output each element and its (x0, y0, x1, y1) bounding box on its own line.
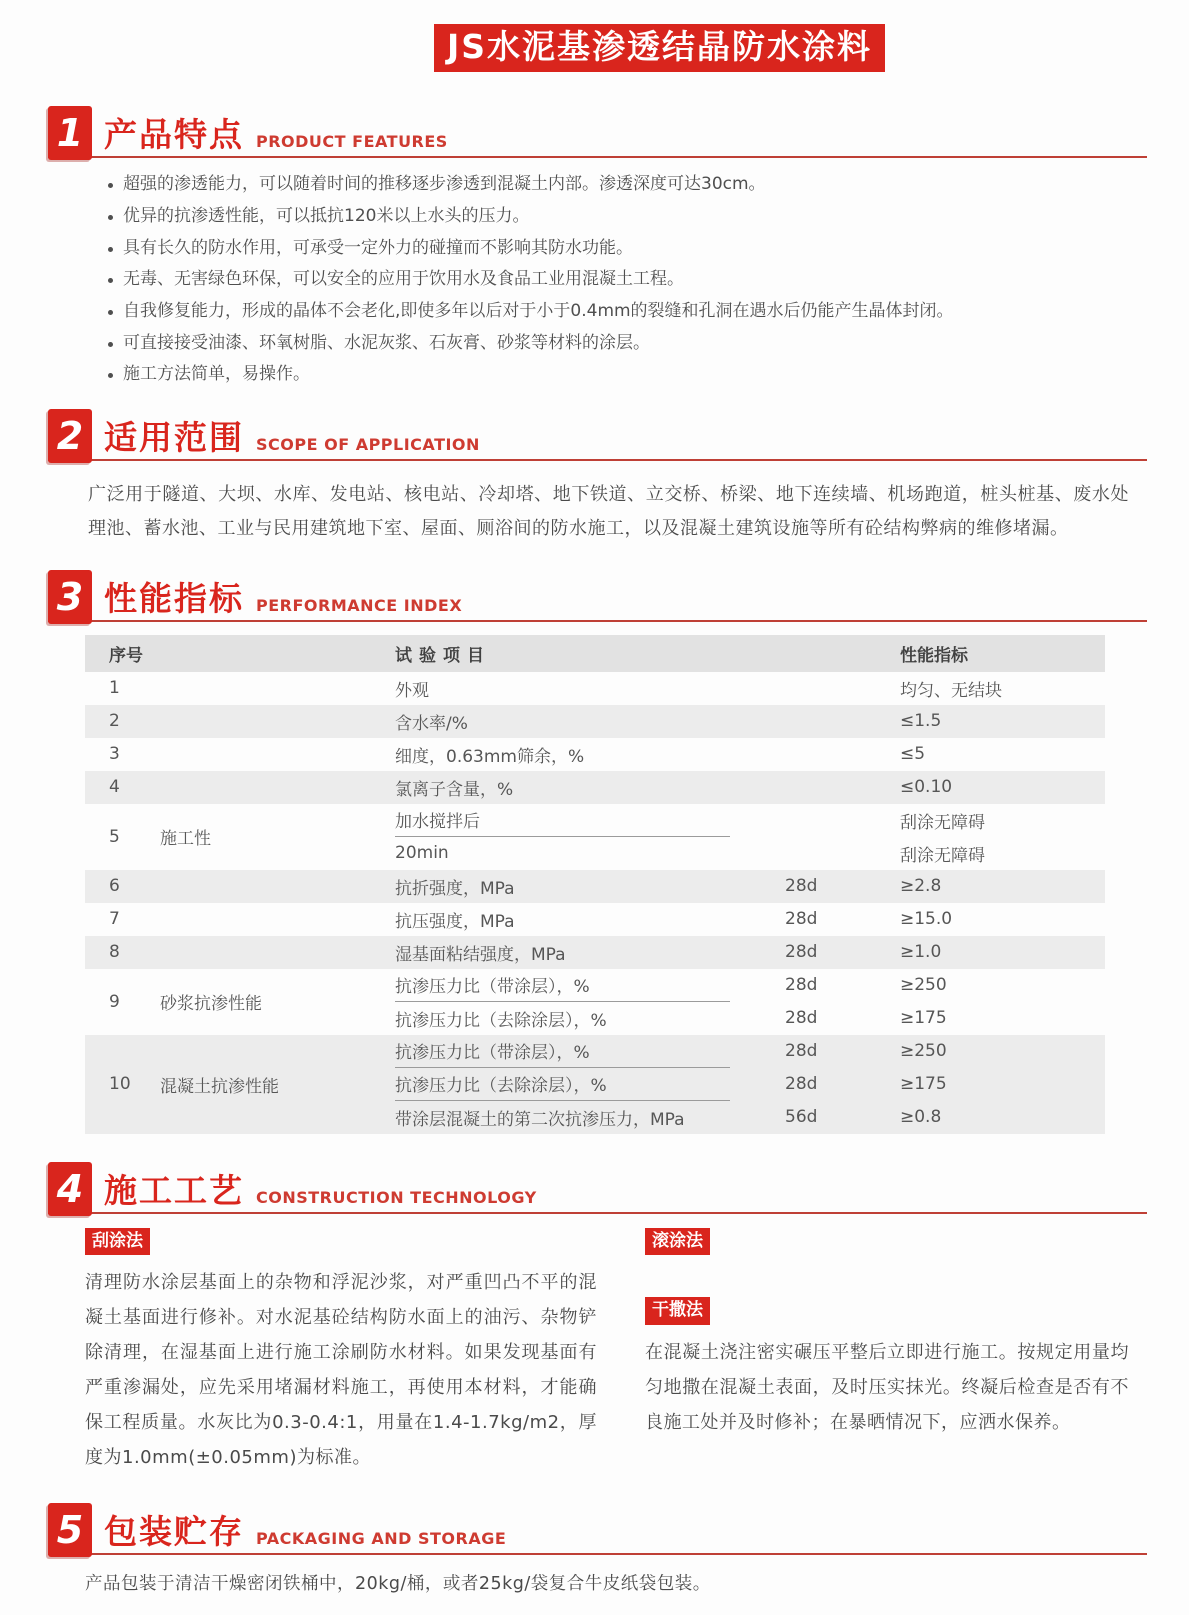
cell-index (900, 771, 1105, 804)
section-title: 包装贮存 (104, 1512, 244, 1552)
cell-category (160, 936, 395, 969)
page-title: JS水泥基渗透结晶防水涂料 (434, 24, 885, 72)
section-header-packaging (48, 1503, 1147, 1555)
cell-test-item (395, 771, 785, 804)
construction-methods (85, 1228, 1129, 1475)
title-bar (0, 0, 1189, 72)
age-value: 28d (785, 1041, 818, 1062)
cell-category (160, 705, 395, 738)
index-value: 均匀、无结块 (900, 680, 1002, 701)
test-item-name: 外观 (395, 680, 429, 701)
test-item-name: 带涂层混凝土的第二次抗渗压力，MPa (395, 1109, 685, 1130)
age-value: 28d (785, 975, 818, 996)
cell-index (900, 672, 1105, 705)
feature-item: 无毒、无害绿色环保，可以安全的应用于饮用水及食品工业用混凝土工程。 (106, 267, 1129, 292)
section-header-features (48, 106, 1147, 158)
cell-age (785, 903, 900, 936)
cell-index (900, 738, 1105, 771)
feature-list (0, 172, 1189, 386)
feature-item: 具有长久的防水作用，可承受一定外力的碰撞而不影响其防水功能。 (106, 236, 1129, 261)
method-label: 滚涂法 (645, 1228, 710, 1255)
index-value: ≥175 (900, 1008, 947, 1029)
cell-test-item (395, 870, 785, 903)
cell-age (785, 804, 900, 870)
method-label: 刮涂法 (85, 1228, 150, 1255)
age-value: 28d (785, 909, 818, 930)
feature-item: 自我修复能力，形成的晶体不会老化,即使多年以后对于小于0.4mm的裂缝和孔洞在遇水后仍能产生晶体封闭。 (106, 299, 1129, 324)
header-no: 序号 (109, 645, 143, 666)
cell-index (900, 1035, 1105, 1134)
age-value: 28d (785, 942, 818, 963)
age-value (785, 804, 900, 837)
cell-test-item (395, 1035, 785, 1134)
test-item-name: 抗渗压力比（带涂层），% (395, 1035, 730, 1068)
cell-test-item (395, 903, 785, 936)
cell-test-item (395, 969, 785, 1035)
section-header-construction (48, 1162, 1147, 1214)
method-label: 干撒法 (645, 1297, 710, 1324)
cell-no: 3 (109, 744, 120, 765)
test-item-name: 湿基面粘结强度，MPa (395, 944, 566, 965)
index-value: 刮涂无障碍 (900, 845, 985, 866)
table-row (85, 771, 1105, 804)
index-value: ≥0.8 (900, 1107, 942, 1128)
cell-age (785, 738, 900, 771)
performance-table-body (85, 672, 1105, 1134)
cell-age (785, 771, 900, 804)
cell-category: 施工性 (160, 829, 211, 850)
cell-index (900, 936, 1105, 969)
cell-age (785, 705, 900, 738)
test-item-name: 加水搅拌后 (395, 804, 730, 837)
section-header-performance (48, 570, 1147, 622)
index-value: ≥175 (900, 1074, 947, 1095)
index-value: ≤1.5 (900, 711, 942, 732)
test-item-name: 抗渗压力比（去除涂层），% (395, 1010, 607, 1031)
header-test-item: 试验项目 (395, 645, 491, 666)
cell-test-item (395, 705, 785, 738)
section-number-badge: 1 (48, 106, 92, 160)
cell-no: 9 (109, 991, 120, 1012)
test-item-name: 抗压强度，MPa (395, 911, 515, 932)
cell-no: 2 (109, 711, 120, 732)
cell-category (160, 672, 395, 705)
cell-no: 6 (109, 876, 120, 897)
feature-item: 超强的渗透能力，可以随着时间的推移逐步渗透到混凝土内部。渗透深度可达30cm。 (106, 172, 1129, 197)
section-subtitle: PERFORMANCE INDEX (256, 595, 463, 615)
cell-index (900, 870, 1105, 903)
performance-table-header (85, 635, 1105, 672)
cell-category (160, 903, 395, 936)
method-text: 清理防水涂层基面上的杂物和浮泥沙浆，对严重凹凸不平的混凝土基面进行修补。对水泥基砼结构防水面上的油污、杂物铲除清理，在湿基面上进行施工涂刷防水材料。如果发现基面有严重渗漏处，应先采用堵漏材料施工，再使用本材料，才能确保工程质量。水灰比为0.3-0.4:1，用量在1.4-1.7kg/m2，厚度为1.0mm(±0.05mm)为标准。 (85, 1272, 597, 1469)
cell-no: 7 (109, 909, 120, 930)
cell-age (785, 870, 900, 903)
test-item-name: 细度，0.63mm筛余，% (395, 746, 585, 767)
method-scrape-coating (85, 1228, 597, 1475)
cell-test-item (395, 738, 785, 771)
table-row (85, 870, 1105, 903)
cell-age (785, 969, 900, 1035)
section-number-badge: 4 (48, 1162, 92, 1216)
table-row (85, 936, 1105, 969)
table-row (85, 969, 1105, 1035)
section-subtitle: SCOPE OF APPLICATION (256, 434, 480, 454)
age-value: 28d (785, 1008, 818, 1029)
method-text: 在混凝土浇注密实碾压平整后立即进行施工。按规定用量均匀地撒在混凝土表面，及时压实抹光。终凝后检查是否有不良施工处并及时修补；在暴晒情况下，应洒水保养。 (645, 1341, 1129, 1433)
feature-item: 施工方法简单，易操作。 (106, 362, 1129, 387)
age-value (785, 837, 900, 870)
index-value: 刮涂无障碍 (900, 812, 985, 833)
section-subtitle: CONSTRUCTION TECHNOLOGY (256, 1187, 537, 1207)
test-item-name: 抗渗压力比（带涂层），% (395, 969, 730, 1002)
index-value: ≥250 (900, 1041, 947, 1062)
index-value: ≤5 (900, 744, 926, 765)
test-item-name: 20min (395, 843, 449, 864)
table-row (85, 738, 1105, 771)
feature-item: 优异的抗渗透性能，可以抵抗120米以上水头的压力。 (106, 204, 1129, 229)
cell-category (160, 738, 395, 771)
cell-index (900, 903, 1105, 936)
section-subtitle: PRODUCT FEATURES (256, 132, 448, 152)
cell-no: 4 (109, 777, 120, 798)
section-number-badge: 3 (48, 570, 92, 624)
age-value (785, 738, 900, 771)
cell-test-item (395, 804, 785, 870)
cell-category (160, 771, 395, 804)
cell-age (785, 936, 900, 969)
cell-index (900, 705, 1105, 738)
scope-paragraph: 广泛用于隧道、大坝、水库、发电站、核电站、冷却塔、地下铁道、立交桥、桥梁、地下连续墙、机场跑道，桩头桩基、废水处理池、蓄水池、工业与民用建筑地下室、屋面、厕浴间的防水施工，以及混凝土建筑设施等所有砼结构弊病的维修堵漏。 (88, 483, 1129, 539)
method-column-right (645, 1228, 1129, 1475)
age-value (785, 672, 900, 705)
cell-index (900, 804, 1105, 870)
cell-no: 8 (109, 942, 120, 963)
table-row (85, 804, 1105, 870)
index-value: ≥15.0 (900, 909, 953, 930)
feature-item: 可直接接受油漆、环氧树脂、水泥灰浆、石灰膏、砂浆等材料的涂层。 (106, 331, 1129, 356)
test-item-name: 抗渗压力比（去除涂层），% (395, 1068, 730, 1101)
test-item-name: 抗折强度，MPa (395, 878, 515, 899)
cell-no: 5 (109, 826, 120, 847)
table-row (85, 1035, 1105, 1134)
cell-age (785, 1035, 900, 1134)
test-item-name: 含水率/% (395, 713, 468, 734)
table-row (85, 903, 1105, 936)
index-value: ≤0.10 (900, 777, 953, 798)
section-subtitle: PACKAGING AND STORAGE (256, 1529, 507, 1549)
age-value (785, 771, 900, 804)
age-value: 28d (785, 1074, 818, 1095)
section-title: 适用范围 (104, 417, 244, 457)
section-number-badge: 2 (48, 409, 92, 463)
section-title: 产品特点 (104, 115, 244, 155)
age-value: 28d (785, 876, 818, 897)
table-row (85, 705, 1105, 738)
test-item-name: 氯离子含量，% (395, 779, 514, 800)
cell-test-item (395, 936, 785, 969)
cell-no: 10 (109, 1074, 131, 1095)
age-value (785, 705, 900, 738)
index-value: ≥2.8 (900, 876, 942, 897)
cell-category (160, 870, 395, 903)
section-header-scope (48, 409, 1147, 461)
section-title: 施工工艺 (104, 1170, 244, 1210)
section-title: 性能指标 (104, 578, 244, 618)
cell-category: 混凝土抗渗性能 (160, 1076, 279, 1097)
packaging-paragraph: 产品包装于清洁干燥密闭铁桶中，20kg/桶，或者25kg/袋复合牛皮纸袋包装。 (85, 1574, 711, 1595)
table-row (85, 672, 1105, 705)
index-value: ≥1.0 (900, 942, 942, 963)
index-value: ≥250 (900, 975, 947, 996)
cell-age (785, 672, 900, 705)
performance-table (85, 635, 1105, 1134)
age-value: 56d (785, 1107, 818, 1128)
header-index: 性能指标 (900, 645, 968, 666)
section-number-badge: 5 (48, 1503, 92, 1557)
cell-test-item (395, 672, 785, 705)
cell-no: 1 (109, 678, 120, 699)
cell-category: 砂浆抗渗性能 (160, 994, 262, 1015)
spacer (645, 1255, 1129, 1297)
cell-index (900, 969, 1105, 1035)
